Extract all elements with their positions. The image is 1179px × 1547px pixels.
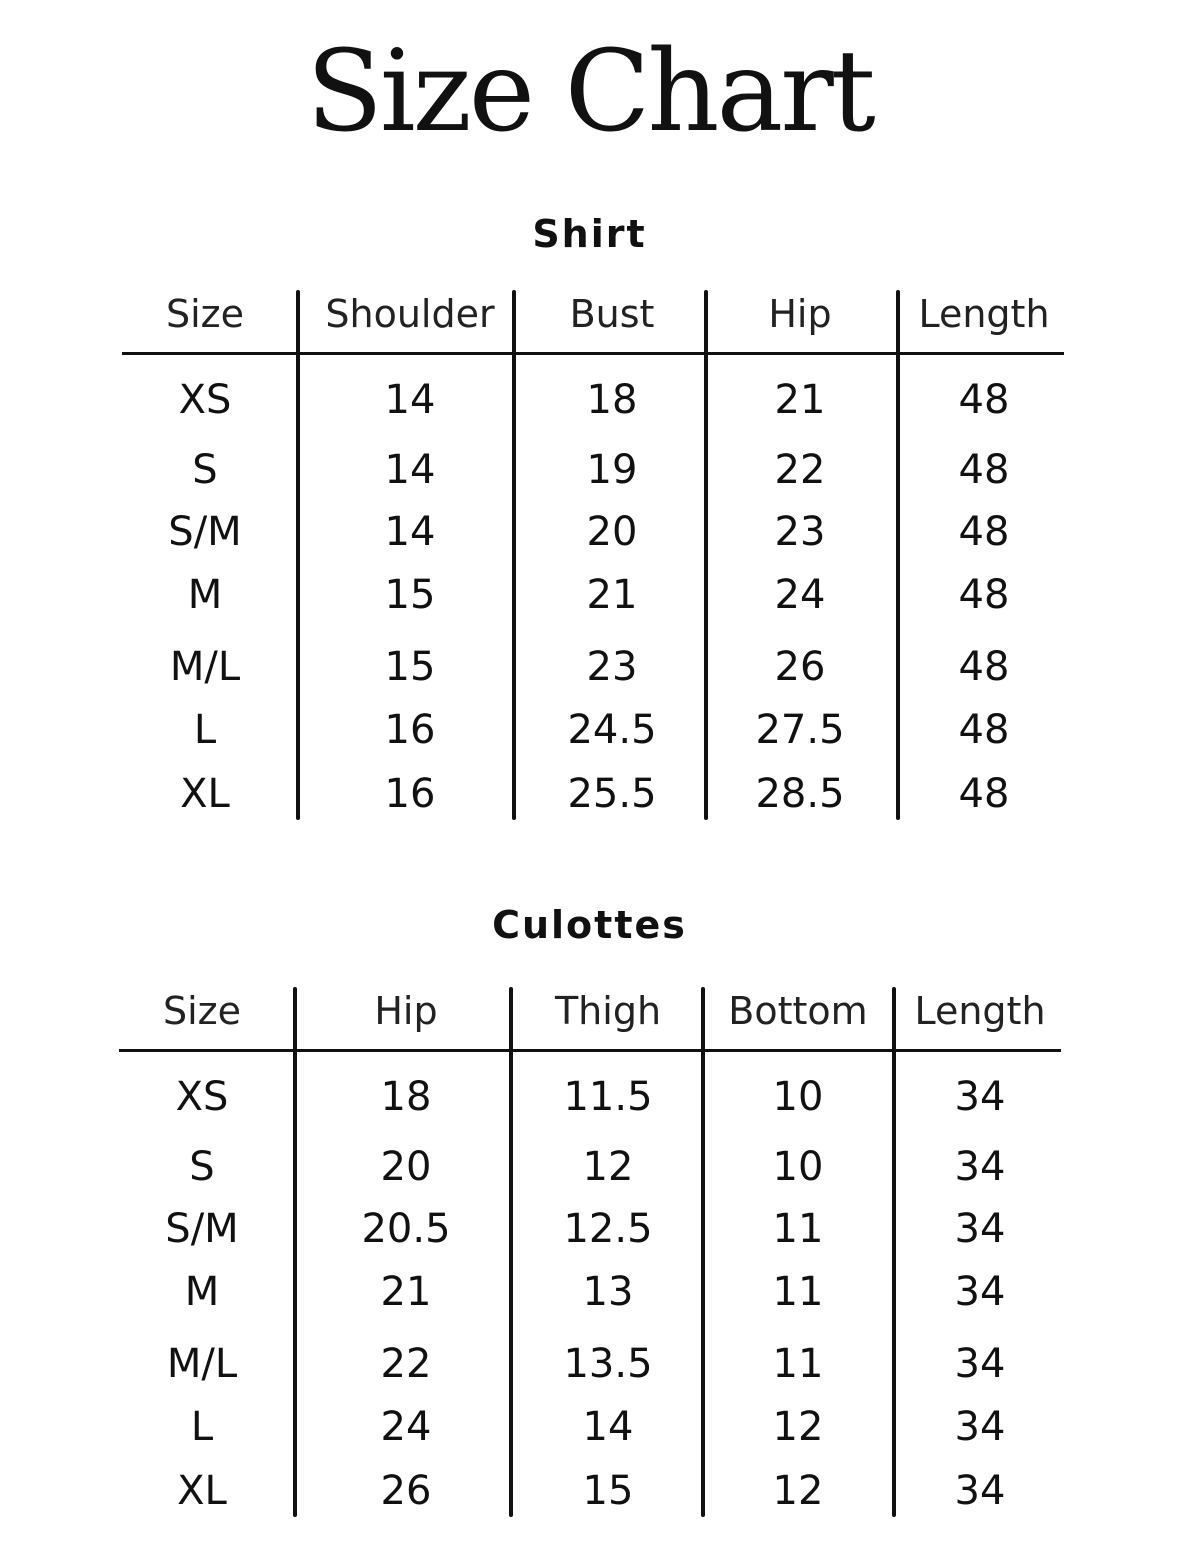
shirt-header-size: Size <box>165 292 244 336</box>
shirt-size-label: S <box>192 447 218 493</box>
culottes-measurement-cell: 14 <box>582 1404 634 1450</box>
shirt-header-shoulder: Shoulder <box>325 292 495 336</box>
culottes-measurement-cell: 15 <box>582 1468 634 1514</box>
shirt-size-table <box>0 284 1179 824</box>
culottes-measurement-cell: 12 <box>582 1144 634 1190</box>
shirt-header-divider <box>122 352 1064 355</box>
culottes-measurement-cell: 11 <box>772 1269 824 1315</box>
shirt-measurement-cell: 21 <box>586 572 638 618</box>
shirt-header-bust: Bust <box>569 292 655 336</box>
shirt-measurement-cell: 16 <box>384 707 436 753</box>
shirt-measurement-cell: 16 <box>384 771 436 817</box>
shirt-measurement-cell: 14 <box>384 447 436 493</box>
shirt-header-hip: Hip <box>768 292 832 336</box>
shirt-size-label: L <box>193 707 217 753</box>
shirt-measurement-cell: 48 <box>958 377 1010 423</box>
culottes-header-size: Size <box>162 989 241 1033</box>
shirt-size-label: S/M <box>168 509 242 555</box>
culottes-header-bottom: Bottom <box>728 989 868 1033</box>
shirt-measurement-cell: 19 <box>586 447 638 493</box>
culottes-size-table <box>0 981 1179 1521</box>
culottes-measurement-cell: 11.5 <box>563 1074 653 1120</box>
culottes-measurement-cell: 12 <box>772 1404 824 1450</box>
shirt-measurement-cell: 48 <box>958 707 1010 753</box>
culottes-measurement-cell: 10 <box>772 1074 824 1120</box>
shirt-measurement-cell: 23 <box>774 509 826 555</box>
shirt-measurement-cell: 14 <box>384 377 436 423</box>
culottes-measurement-cell: 10 <box>772 1144 824 1190</box>
culottes-header-length: Length <box>914 989 1046 1033</box>
culottes-measurement-cell: 20 <box>380 1144 432 1190</box>
culottes-measurement-cell: 24 <box>380 1404 432 1450</box>
shirt-measurement-cell: 24 <box>774 572 826 618</box>
culottes-size-label: S/M <box>165 1206 239 1252</box>
culottes-size-label: XL <box>177 1468 227 1514</box>
culottes-size-label: M/L <box>166 1341 238 1387</box>
shirt-measurement-cell: 23 <box>586 644 638 690</box>
shirt-measurement-cell: 24.5 <box>567 707 657 753</box>
shirt-section-title: Shirt <box>532 212 647 256</box>
culottes-measurement-cell: 20.5 <box>361 1206 451 1252</box>
culottes-measurement-cell: 26 <box>380 1468 432 1514</box>
culottes-measurement-cell: 34 <box>954 1404 1006 1450</box>
culottes-measurement-cell: 12.5 <box>563 1206 653 1252</box>
shirt-measurement-cell: 28.5 <box>755 771 845 817</box>
culottes-measurement-cell: 12 <box>772 1468 824 1514</box>
culottes-measurement-cell: 13.5 <box>563 1341 653 1387</box>
shirt-measurement-cell: 15 <box>384 572 436 618</box>
shirt-measurement-cell: 48 <box>958 447 1010 493</box>
shirt-measurement-cell: 20 <box>586 509 638 555</box>
culottes-size-label: XS <box>175 1074 229 1120</box>
shirt-measurement-cell: 48 <box>958 644 1010 690</box>
culottes-measurement-cell: 34 <box>954 1468 1006 1514</box>
culottes-section-title: Culottes <box>492 903 687 947</box>
shirt-measurement-cell: 48 <box>958 509 1010 555</box>
shirt-size-label: XL <box>180 771 230 817</box>
culottes-size-label: L <box>190 1404 214 1450</box>
culottes-measurement-cell: 34 <box>954 1074 1006 1120</box>
page-title: Size Chart <box>306 27 873 157</box>
shirt-measurement-cell: 25.5 <box>567 771 657 817</box>
culottes-size-label: M <box>184 1269 220 1315</box>
shirt-measurement-cell: 15 <box>384 644 436 690</box>
culottes-measurement-cell: 34 <box>954 1206 1006 1252</box>
shirt-column-divider <box>512 290 516 820</box>
culottes-measurement-cell: 34 <box>954 1341 1006 1387</box>
shirt-size-label: XS <box>178 377 232 423</box>
culottes-measurement-cell: 18 <box>380 1074 432 1120</box>
shirt-measurement-cell: 26 <box>774 644 826 690</box>
shirt-measurement-cell: 22 <box>774 447 826 493</box>
culottes-measurement-cell: 34 <box>954 1144 1006 1190</box>
shirt-measurement-cell: 48 <box>958 771 1010 817</box>
culottes-measurement-cell: 22 <box>380 1341 432 1387</box>
culottes-header-divider <box>119 1049 1061 1052</box>
culottes-measurement-cell: 11 <box>772 1206 824 1252</box>
shirt-size-label: M/L <box>169 644 241 690</box>
shirt-measurement-cell: 21 <box>774 377 826 423</box>
shirt-measurement-cell: 27.5 <box>755 707 845 753</box>
shirt-size-label: M <box>187 572 223 618</box>
culottes-measurement-cell: 21 <box>380 1269 432 1315</box>
culottes-size-label: S <box>189 1144 215 1190</box>
shirt-measurement-cell: 18 <box>586 377 638 423</box>
culottes-header-hip: Hip <box>374 989 438 1033</box>
shirt-measurement-cell: 14 <box>384 509 436 555</box>
culottes-header-thigh: Thigh <box>554 989 662 1033</box>
culottes-measurement-cell: 13 <box>582 1269 634 1315</box>
culottes-measurement-cell: 34 <box>954 1269 1006 1315</box>
shirt-measurement-cell: 48 <box>958 572 1010 618</box>
culottes-measurement-cell: 11 <box>772 1341 824 1387</box>
shirt-header-length: Length <box>918 292 1050 336</box>
